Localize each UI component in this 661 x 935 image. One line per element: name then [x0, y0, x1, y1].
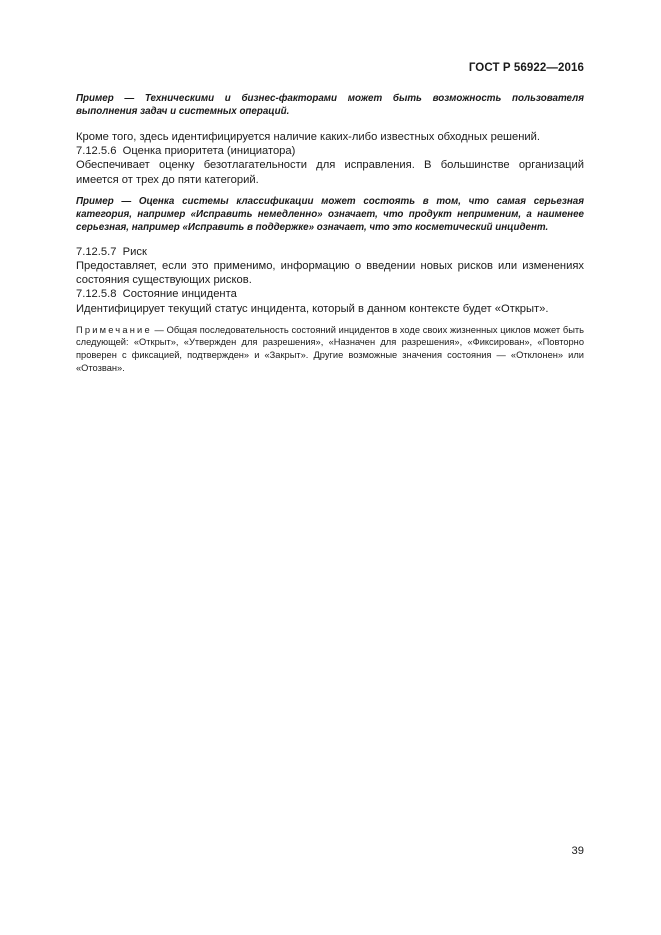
section-heading-7-12-5-6 [76, 144, 584, 158]
example-classification: Пример — Оценка системы классификации может состоять в том, что самая серьезная категория, например «Исправить немедленно» означает, что продукт неприменим, а наименее серьезная, например «Исправить в поддержке» означает, что это косметический инцидент. [76, 195, 584, 233]
note-incident-states [76, 324, 584, 374]
section-number: 7.12.5.8 [76, 288, 117, 301]
paragraph-priority [76, 158, 584, 186]
section-title: Риск [122, 245, 147, 258]
section-title: Оценка приоритета (инициатора) [122, 145, 296, 158]
paragraph-status-text: Идентифицирует текущий статус инцидента, который в данном контексте будет «Открыт». [76, 302, 549, 315]
section-number: 7.12.5.6 [76, 145, 117, 158]
paragraph-status [76, 302, 584, 316]
section-title: Состояние инцидента [122, 288, 237, 301]
document-body [76, 92, 584, 374]
paragraph-workarounds-text: Кроме того, здесь идентифицируется наличие каких-либо известных обходных решений. [76, 131, 541, 143]
section-number: 7.12.5.7 [76, 245, 117, 258]
note-label: Примечание [76, 324, 152, 335]
paragraph-risk-text: Предоставляет, если это применимо, информацию о введении новых рисков или изменениях состояния существующих рисков. [76, 260, 584, 287]
paragraph-priority-text: Обеспечивает оценку безотлагательности для исправления. В большинстве организаций имеется от трех до пяти категорий. [76, 159, 584, 186]
page-number: 39 [571, 845, 584, 857]
section-heading-7-12-5-8 [76, 287, 584, 301]
section-heading-7-12-5-7 [76, 245, 584, 259]
note-text: — Общая последовательность состояний инцидентов в ходе своих жизненных циклов может быть следующей: «Открыт», «Утвержден для разрешения», «Назначен для разрешения», «Фиксирован», «Повторно проверен с фиксацией, подтвержден» и «Закрыт». Другие возможные значения состояния — «Отклонен» или «Отозван». [76, 324, 584, 373]
paragraph-workarounds [76, 130, 584, 144]
example-technical-factors: Пример — Техническими и бизнес-факторами может быть возможность пользователя выполнения задач и системных операций. [76, 93, 584, 117]
document-code: ГОСТ Р 56922—2016 [468, 62, 584, 74]
paragraph-risk [76, 259, 584, 287]
